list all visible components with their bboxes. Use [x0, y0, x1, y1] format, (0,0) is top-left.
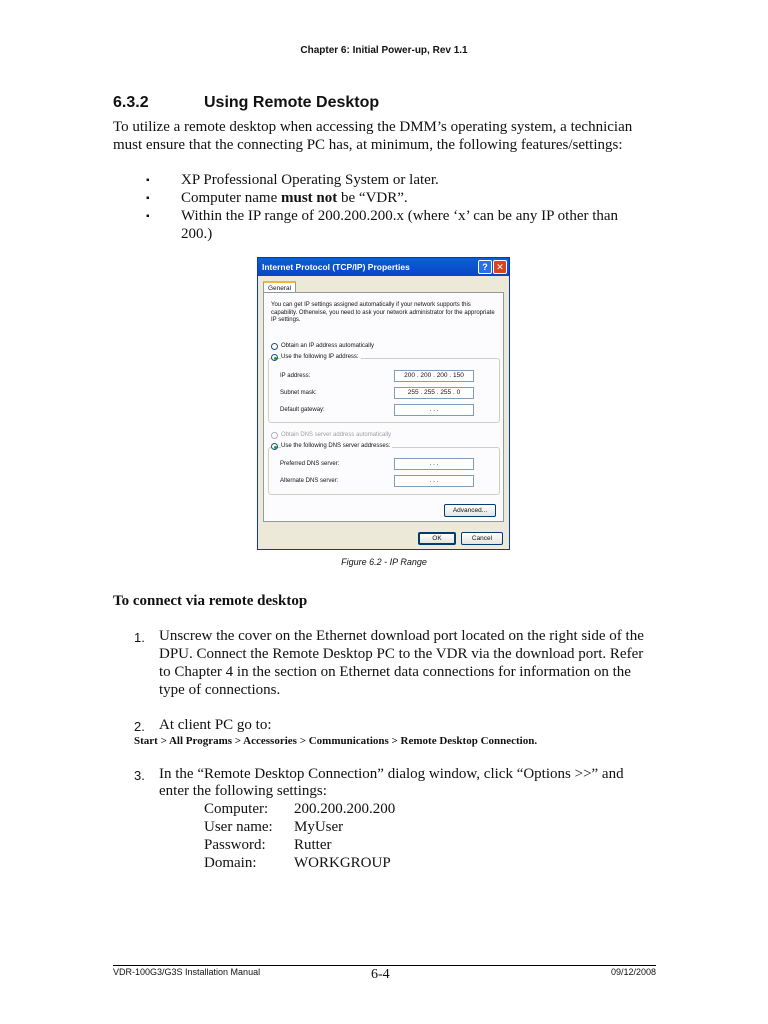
dialog-title: Internet Protocol (TCP/IP) Properties — [258, 258, 509, 276]
setting-key: Domain: — [204, 855, 257, 871]
setting-value: 200.200.200.200 — [294, 801, 396, 817]
bullet-text: Computer name — [181, 190, 281, 206]
radio-use-dns[interactable] — [271, 443, 278, 450]
step-number: 1. — [134, 630, 145, 645]
bullet-marker: ▪ — [146, 211, 150, 222]
radio-use-ip[interactable] — [271, 354, 278, 361]
step-number: 3. — [134, 768, 145, 783]
preferred-dns-field[interactable]: . . . — [394, 458, 474, 470]
ip-address-field[interactable]: 200 . 200 . 200 . 150 — [394, 370, 474, 382]
setting-key: Password: — [204, 837, 266, 853]
general-panel — [263, 292, 504, 522]
close-button[interactable]: ✕ — [493, 260, 507, 274]
bullet-text: be “VDR”. — [337, 190, 408, 206]
preferred-dns-label: Preferred DNS server: — [280, 461, 340, 467]
bullet-item: XP Professional Operating System or later. — [181, 172, 439, 188]
bullet-item — [181, 189, 408, 207]
tcpip-properties-dialog — [257, 257, 510, 550]
radio-use-ip-label: Use the following IP address: — [281, 354, 359, 360]
step-number: 2. — [134, 719, 145, 734]
menu-path: Start > All Programs > Accessories > Communications > Remote Desktop Connection. — [134, 735, 538, 747]
step-line: At client PC go to: — [159, 717, 272, 733]
bullet-emphasis: must not — [280, 190, 338, 206]
step-line: Unscrew the cover on the Ethernet download port located on the right side of the — [159, 628, 644, 644]
ip-address-label: IP address: — [280, 373, 311, 379]
advanced-button[interactable]: Advanced... — [444, 504, 496, 517]
help-button[interactable]: ? — [478, 260, 492, 274]
step-line: type of connections. — [159, 682, 281, 698]
page-number: 6-4 — [371, 967, 390, 982]
step-line: enter the following settings: — [159, 783, 327, 799]
radio-obtain-ip[interactable] — [271, 343, 278, 350]
dns-group — [268, 447, 500, 495]
setting-key: User name: — [204, 819, 273, 835]
subnet-mask-field[interactable]: 255 . 255 . 255 . 0 — [394, 387, 474, 399]
subheading: To connect via remote desktop — [113, 593, 308, 609]
radio-obtain-dns-label: Obtain DNS server address automatically — [281, 432, 392, 438]
subnet-mask-label: Subnet mask: — [280, 390, 317, 396]
bullet-item-continuation: 200.) — [181, 226, 213, 242]
radio-use-dns-label: Use the following DNS server addresses: — [281, 443, 391, 449]
footer-date: 09/12/2008 — [610, 967, 656, 977]
default-gateway-field[interactable]: . . . — [394, 404, 474, 416]
setting-value: WORKGROUP — [294, 855, 391, 871]
bullet-item: Within the IP range of 200.200.200.x (where ‘x’ can be any IP other than — [181, 208, 619, 224]
step-line: to Chapter 4 in the section on Ethernet data connections for information on the — [159, 664, 631, 680]
tab-general[interactable]: General — [263, 281, 296, 293]
dialog-description: You can get IP settings assigned automatically if your network supports this capability. Otherwise, you need to ask your network administrator for the appropriate IP settings. — [271, 302, 495, 323]
setting-value: Rutter — [294, 837, 332, 853]
cancel-button[interactable]: Cancel — [461, 532, 503, 545]
step-line: In the “Remote Desktop Connection” dialog window, click “Options >>” and — [159, 766, 624, 782]
bullet-marker: ▪ — [146, 193, 150, 204]
setting-value: MyUser — [294, 819, 344, 835]
alternate-dns-label: Alternate DNS server: — [280, 478, 339, 484]
bullet-marker: ▪ — [146, 175, 150, 186]
setting-key: Computer: — [204, 801, 269, 817]
ok-button[interactable]: OK — [418, 532, 456, 545]
alternate-dns-field[interactable]: . . . — [394, 475, 474, 487]
footer-rule — [113, 965, 656, 966]
footer-left: VDR-100G3/G3S Installation Manual — [113, 967, 261, 977]
step-line: DPU. Connect the Remote Desktop PC to the VDR via the download port. Refer — [159, 646, 644, 662]
page-header: Chapter 6: Initial Power-up, Rev 1.1 — [300, 45, 468, 56]
figure-caption: Figure 6.2 - IP Range — [341, 557, 427, 567]
section-title: Using Remote Desktop — [204, 94, 380, 111]
default-gateway-label: Default gateway: — [280, 407, 325, 413]
intro-paragraph: To utilize a remote desktop when accessing the DMM’s operating system, a technician must ensure that the connecting PC has, at minimum, the following features/settings: — [113, 119, 633, 153]
section-number: 6.3.2 — [113, 94, 149, 111]
radio-obtain-ip-label: Obtain an IP address automatically — [281, 343, 374, 349]
radio-obtain-dns[interactable] — [271, 432, 278, 439]
